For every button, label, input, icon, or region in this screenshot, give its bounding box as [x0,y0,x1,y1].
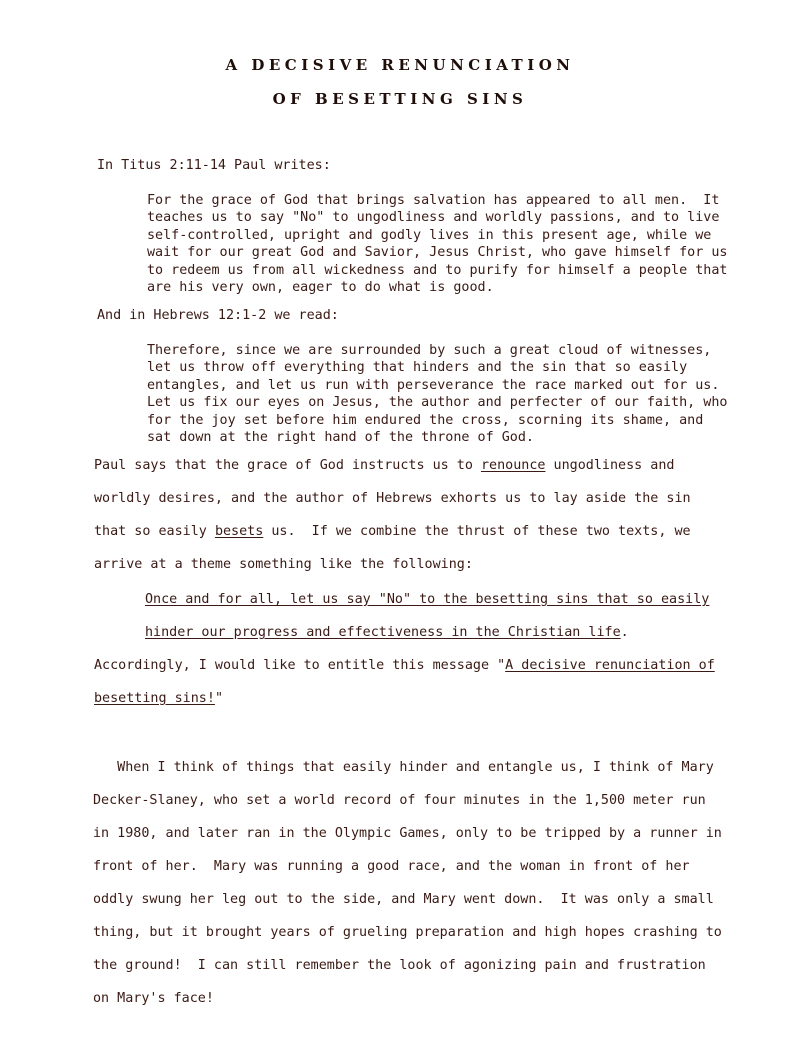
quote-titus [147,192,762,296]
underlined-word-renounce: renounce [480,458,546,473]
para3-line-6: thing, but it brought years of grueling preparation and high hopes crashing to [93,925,722,940]
para3-line-8: on Mary's face! [93,991,214,1006]
para2-line-1 [94,658,715,673]
intro-hebrews: And in Hebrews 12:1-2 we read: [97,308,339,323]
para3-line-7: the ground! I can still remember the look of agonizing pain and frustration [93,958,706,973]
para1-line-1 [94,458,674,473]
quote-line: for the joy set before him endured the cross, scorning its shame, and [147,412,704,428]
para1-line-3 [94,524,691,539]
para2-line-2 [94,691,223,706]
theme-line-2 [145,625,629,640]
quote-line: let us throw off everything that hinders and the sin that so easily [147,360,688,376]
para3-line-1: When I think of things that easily hinder and entangle us, I think of Mary [93,760,714,775]
quote-line: teaches us to say "No" to ungodliness and worldly passions, and to live [147,210,720,226]
text-run: " [214,691,223,706]
text-run: ungodliness and [545,458,675,473]
quote-hebrews [147,342,762,446]
para3-line-2: Decker-Slaney, who set a world record of four minutes in the 1,500 meter run [93,793,706,808]
quote-line: Let us fix our eyes on Jesus, the author and perfecter of our faith, who [147,395,728,411]
quote-line: For the grace of God that brings salvation has appeared to all men. It [147,193,720,208]
title-line-2: OF BESETTING SINS [272,90,528,108]
quote-line: sat down at the right hand of the throne of God. [147,430,534,446]
theme-line-1: Once and for all, let us say "No" to the besetting sins that so easily [145,592,710,607]
quote-line: self-controlled, upright and godly lives in this present age, while we [147,227,712,243]
text-run: Accordingly, I would like to entitle this message " [94,658,506,673]
quote-line: to redeem us from all wickedness and to purify for himself a people that [147,262,728,278]
para1-line-4: arrive at a theme something like the following: [94,557,473,572]
para1-line-2: worldly desires, and the author of Hebrews exhorts us to lay aside the sin [94,491,691,506]
text-run: us. If we combine the thrust of these two texts, we [263,524,691,539]
quote-line: wait for our great God and Savior, Jesus Christ, who gave himself for us [147,245,728,261]
para3-line-4: front of her. Mary was running a good race, and the woman in front of her [93,859,690,874]
quote-line: entangles, and let us run with perseverance the race marked out for us. [147,377,720,393]
para3-line-5: oddly swung her leg out to the side, and Mary went down. It was only a small [93,892,714,907]
text-run: that so easily [94,524,215,539]
title-line-1: A DECISIVE RENUNCIATION [225,56,575,74]
message-title-underlined: A decisive renunciation of [505,658,715,673]
quote-line: Therefore, since we are surrounded by such a great cloud of witnesses, [147,343,712,358]
message-title-underlined: besetting sins! [94,691,215,706]
text-run: Paul says that the grace of God instructs us to [94,458,481,473]
text-run: hinder our progress and effectiveness in the Christian life [145,625,621,640]
intro-titus: In Titus 2:11-14 Paul writes: [97,158,331,173]
quote-line: are his very own, eager to do what is good. [147,280,494,296]
para3-line-3: in 1980, and later ran in the Olympic Games, only to be tripped by a runner in [93,826,722,841]
text-run: . [620,625,629,640]
underlined-word-besets: besets [214,524,264,539]
